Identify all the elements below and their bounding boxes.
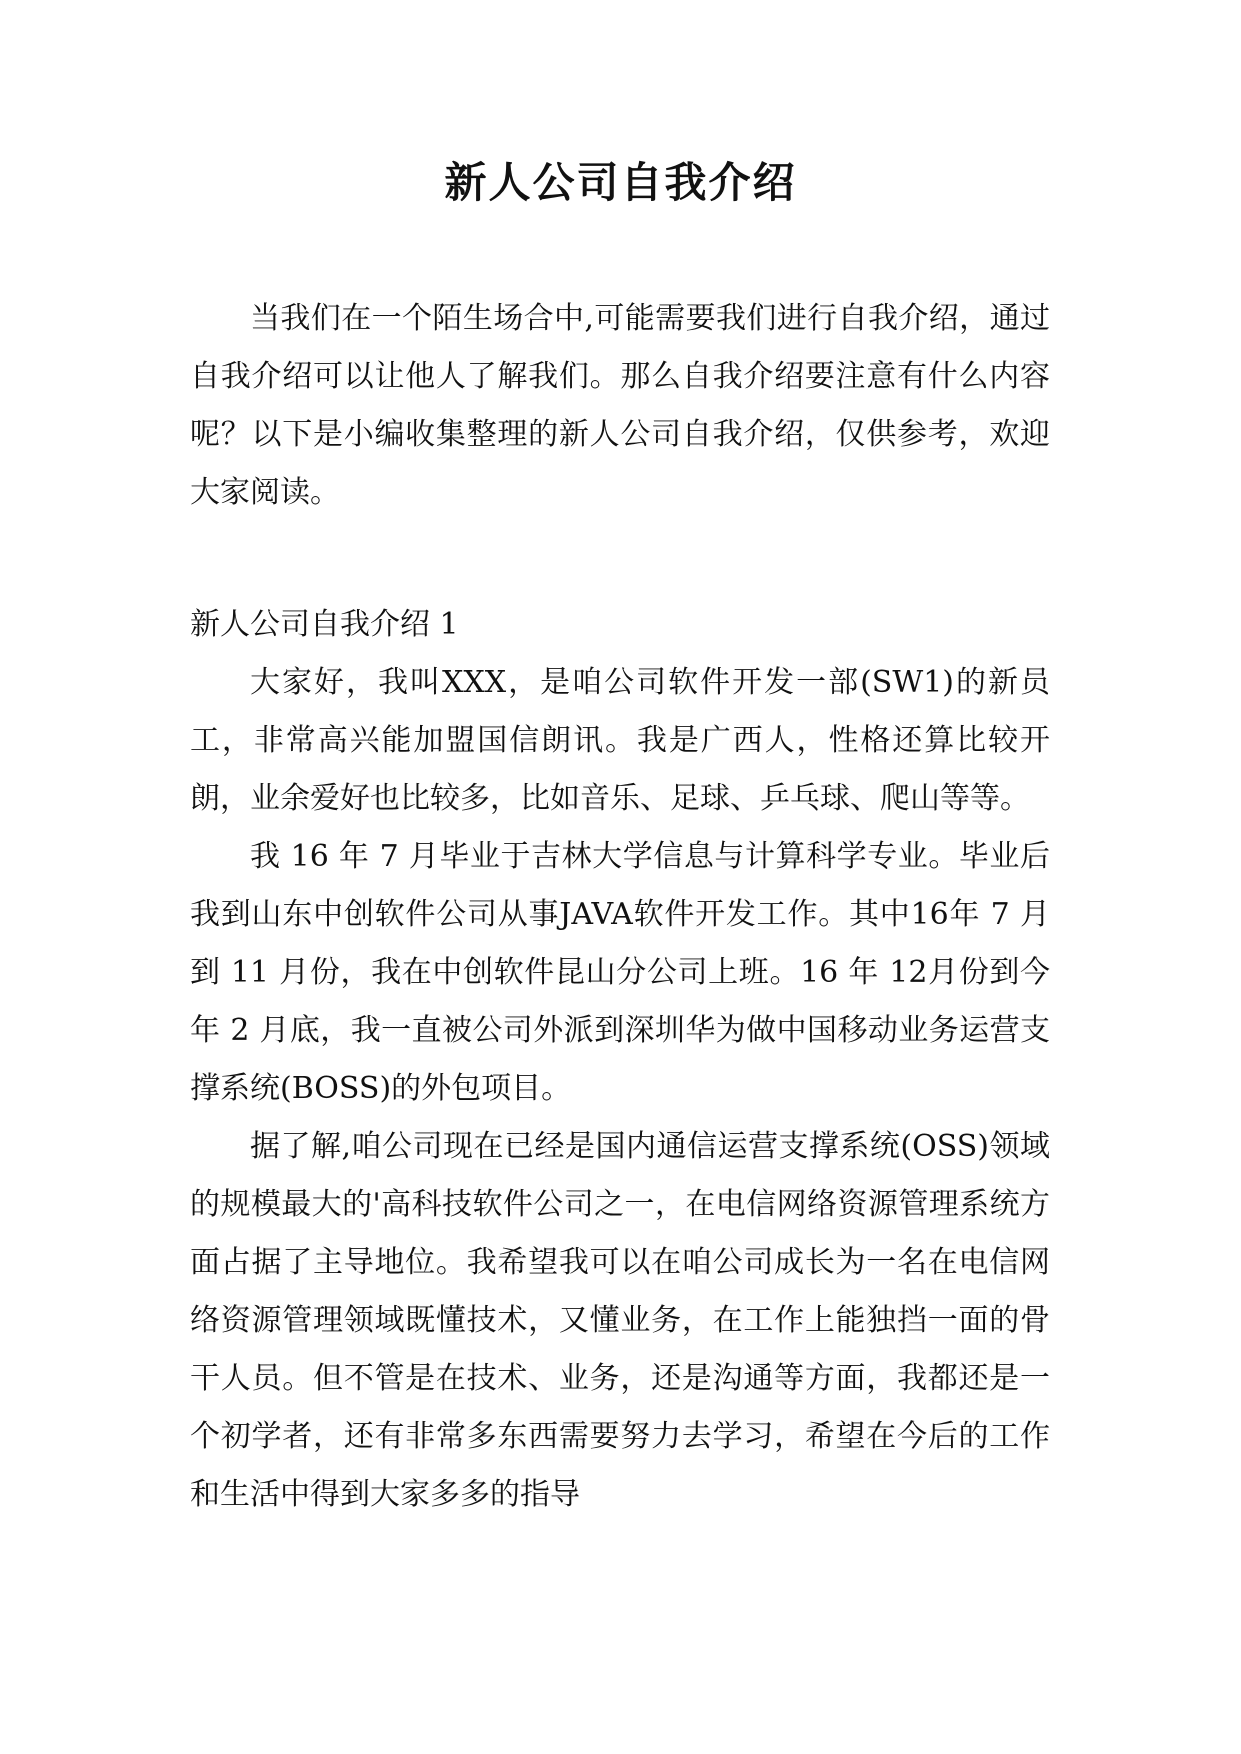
section-heading: 新人公司自我介绍 1 bbox=[190, 607, 459, 642]
body-paragraph-2: 我 16 年 7 月毕业于吉林大学信息与计算科学专业。毕业后我到山东中创软件公司从事JAVA软件开发工作。其中16年 7 月到 11 月份，我在中创软件昆山分公司上班。16 年 12月份到今年 2 月底，我一直被公司外派到深圳华为做中国移动业务运营支撑系统(BOSS)的外包项目。 bbox=[190, 839, 1050, 1106]
intro-paragraph: 当我们在一个陌生场合中,可能需要我们进行自我介绍，通过自我介绍可以让他人了解我们。那么自我介绍要注意有什么内容呢？以下是小编收集整理的新人公司自我介绍，仅供参考，欢迎大家阅读。 bbox=[190, 301, 1050, 510]
body-paragraph-1: 大家好，我叫XXX，是咱公司软件开发一部(SW1)的新员工，非常高兴能加盟国信朗讯。我是广西人，性格还算比较开朗，业余爱好也比较多，比如音乐、足球、乒乓球、爬山等等。 bbox=[190, 665, 1050, 816]
body-paragraph-3: 据了解,咱公司现在已经是国内通信运营支撑系统(OSS)领域的规模最大的'高科技软件公司之一，在电信网络资源管理系统方面占据了主导地位。我希望我可以在咱公司成长为一名在电信网络资源管理领域既懂技术，又懂业务，在工作上能独挡一面的骨干人员。但不管是在技术、业务，还是沟通等方面，我都还是一个初学者，还有非常多东西需要努力去学习，希望在今后的工作和生活中得到大家多多的指导 bbox=[190, 1129, 1050, 1512]
document-body bbox=[190, 290, 1050, 1524]
document-title: 新人公司自我介绍 bbox=[444, 158, 797, 207]
